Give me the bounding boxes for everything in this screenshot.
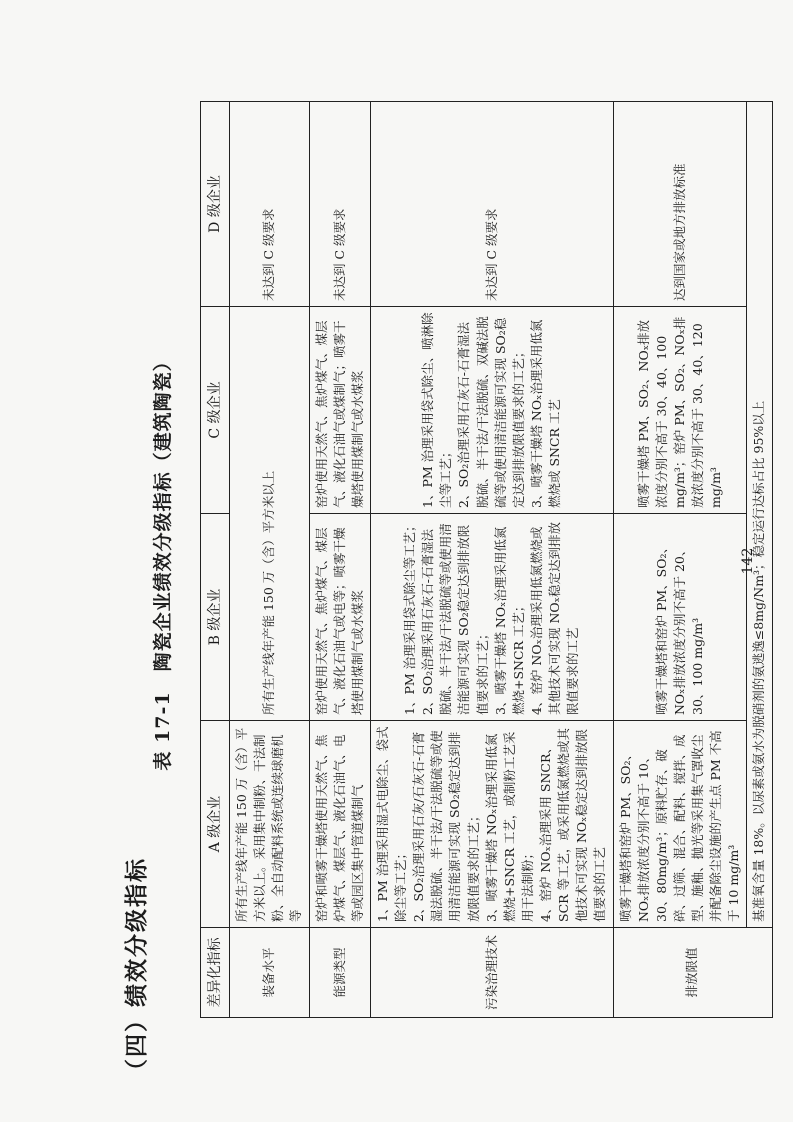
emission-b: 喷雾干燥塔和窑炉 PM、SO₂、NOₓ排放浓度分别不高于 20、30、100 mg/m³: [613, 514, 747, 721]
pollution-b-item: 4、窑炉 NOₓ治理采用低氮燃烧或其他技术可实现 NOₓ稳定达到排放限值要求的工艺: [528, 522, 581, 715]
header-b: B 级企业: [201, 514, 230, 721]
section-title: （四）绩效分级指标: [123, 857, 150, 1082]
pollution-b-item: 1、PM 治理采用袋式除尘等工艺；: [402, 519, 418, 715]
header-d: D 级企业: [201, 102, 230, 307]
emission-a: 喷雾干燥塔和窑炉 PM、SO₂、NOₓ排放浓度分别不高于 10、30、80mg/m³；原料贮存、破碎、过筛、混合、配料、搅拌、成型、施釉、抛光等采用集气罩收尘并配备除尘设施的产生点 PM 不高于 10 mg/m³: [613, 721, 747, 928]
header-row: [201, 102, 230, 1018]
energy-label: 能源类型: [309, 928, 370, 1018]
equipment-d: 未达到 C 级要求: [230, 102, 310, 307]
table-title: 表 17-1 陶瓷企业绩效分级指标（建筑陶瓷）: [152, 351, 174, 771]
emission-c: 喷雾干燥塔 PM、SO₂、NOₓ排放浓度分别不高于 30、40、100 mg/m³；窑炉 PM、SO₂、NOₓ排放浓度分别不高于 30、40、120 mg/m³: [613, 307, 747, 514]
row-energy: [309, 102, 370, 1018]
pollution-a: [370, 721, 613, 928]
equipment-label: 装备水平: [230, 928, 310, 1018]
pollution-a-item: 1、PM 治理采用湿式电除尘、袋式除尘等工艺；: [374, 726, 408, 922]
pollution-c: [370, 307, 613, 514]
energy-b: 窑炉使用天然气、焦炉煤气、煤层气、液化石油气或电等；喷雾干燥塔使用煤制气或水煤浆: [309, 514, 370, 721]
pollution-a-item: 4、窑炉 NOₓ治理采用 SNCR、SCR 等工艺，或采用低氮燃烧或其他技术可实现 NOₓ稳定达到排放限值要求的工艺: [538, 727, 608, 922]
equipment-a: 所有生产线年产能 150 万（含）平方米以上。采用集中制粉、干法制粉、全自动配料系统或连续球磨机等: [230, 721, 310, 928]
performance-table: [200, 101, 773, 1018]
header-a: A 级企业: [201, 721, 230, 928]
row-equipment: [230, 102, 310, 1018]
pollution-c-item: 1、PM 治理采用袋式除尘、喷淋除尘等工艺；: [420, 312, 454, 508]
pollution-a-item: 3、喷雾干燥塔 NOₓ治理采用低氮燃烧+SNCR 工艺，或制粉工艺采用干法制粉；: [483, 731, 535, 922]
pollution-a-item: 2、SO₂治理采用石灰/石灰石-石膏湿法脱硫、半干法/干法脱硫等或使用清洁能源可实现 SO₂稳定达到排放限值要求的工艺；: [411, 730, 481, 922]
header-c: C 级企业: [201, 307, 230, 514]
emission-note: 基准氧含量 18%。以尿素或氨水为脱硝剂的氨逃逸≤8mg/Nm³；稳定运行达标占比 95%以上: [747, 102, 772, 928]
row-emission: [613, 102, 747, 1018]
page-number: 142: [740, 547, 756, 575]
pollution-label: 污染治理技术: [370, 928, 613, 1018]
emission-label: 排放限值: [613, 928, 772, 1018]
energy-d: 未达到 C 级要求: [309, 102, 370, 307]
pollution-d: 未达到 C 级要求: [370, 102, 613, 307]
energy-a: 窑炉和喷雾干燥塔使用天然气、焦炉煤气、煤层气、液化石油气、电等或园区集中管道煤制气: [309, 721, 370, 928]
emission-d: 达到国家或地方排放标准: [613, 102, 747, 307]
pollution-b-item: 3、喷雾干燥塔 NOₓ治理采用低氮燃烧+SNCR 工艺；: [492, 526, 526, 715]
energy-c: 窑炉使用天然气、焦炉煤气、煤层气、液化石油气或煤制气；喷雾干燥塔使用煤制气或水煤浆: [309, 307, 370, 514]
pollution-c-item: 3、喷雾干燥塔 NOₓ治理采用低氮燃烧或 SNCR 工艺: [528, 319, 563, 508]
pollution-b: [370, 514, 613, 721]
pollution-c-item: 2、SO₂治理采用石灰石-石膏湿法脱硫、半干法/干法脱硫、双碱法脱硫等或使用清洁能源可实现 SO₂稳定达到排放限值要求的工艺；: [456, 316, 526, 508]
header-indicator: 差异化指标: [201, 928, 230, 1018]
row-pollution: [370, 102, 613, 1018]
pollution-b-item: 2、SO₂治理采用石灰石-石膏湿法脱硫、半干法/干法脱硫等或使用清洁能源可实现 SO₂稳定达到排放限值要求的工艺；: [420, 523, 490, 715]
equipment-bc: 所有生产线年产能 150 万（含）平方米以上: [230, 307, 310, 721]
